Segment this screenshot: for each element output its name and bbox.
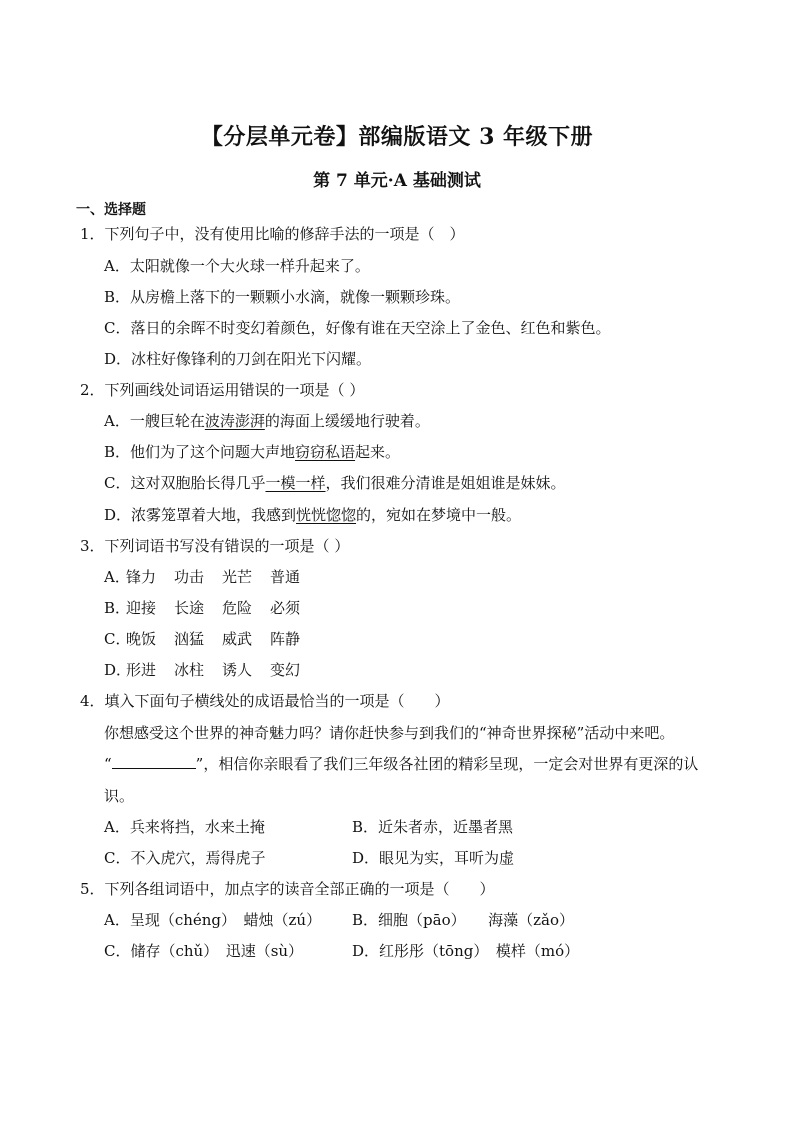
underlined-word: 一模一样: [265, 474, 326, 492]
question-4-passage-line-3: 识。: [104, 787, 135, 805]
page-title: 【分层单元卷】部编版语文 3 年级下册: [200, 124, 594, 150]
underlined-word: 窃窃私语: [295, 443, 356, 461]
option-text: B．他们为了这个问题大声地: [104, 443, 296, 461]
question-3-option-a: [104, 567, 318, 587]
question-3-option-d: [104, 660, 318, 680]
section-heading: 一、选择题: [76, 202, 146, 218]
question-5-option-a: A．呈现（chéng） 蜡烛（zú）: [104, 911, 322, 929]
word: 变幻: [270, 661, 301, 679]
word: 诱人: [222, 661, 253, 679]
question-2-stem: 2．下列画线处词语运用错误的一项是（ ）: [80, 381, 365, 399]
option-text: 的海面上缓缓地行驶着。: [264, 412, 430, 430]
question-3-option-b: [104, 598, 318, 618]
question-4-passage-line-2: [104, 754, 698, 774]
word: 必须: [270, 599, 301, 617]
option-label: B．: [104, 599, 131, 617]
word: 威武: [222, 630, 253, 648]
question-4-passage-line-1: 你想感受这个世界的神奇魅力吗？请你赶快参与到我们的“神奇世界探秘”活动中来吧。: [104, 724, 675, 742]
option-text: ，我们很难分清谁是姐姐谁是妹妹。: [325, 474, 566, 492]
word: 冰柱: [174, 661, 205, 679]
underlined-word: 波涛澎湃: [204, 412, 265, 430]
question-4-option-b: B．近朱者赤，近墨者黑: [352, 818, 514, 836]
option-label: D．: [104, 661, 132, 679]
word: 形进: [126, 661, 157, 679]
fill-in-blank: [112, 754, 196, 769]
option-label: A．: [104, 568, 130, 586]
question-2-option-d: [104, 505, 521, 525]
passage-text: ”，相信你亲眼看了我们三年级各社团的精彩呈现，一定会对世界有更深的认: [195, 755, 699, 773]
question-1-stem: 1．下列句子中，没有使用比喻的修辞手法的一项是（ ）: [80, 225, 465, 243]
question-5-option-b: B．细胞（pāo） 海藻（zǎo）: [352, 911, 574, 929]
question-2-option-b: [104, 442, 400, 462]
question-1-option-a: A．太阳就像一个大火球一样升起来了。: [104, 257, 370, 275]
question-4-stem: 4．填入下面句子横线处的成语最恰当的一项是（ ）: [80, 692, 450, 710]
word: 汹猛: [174, 630, 205, 648]
question-2-option-a: [104, 411, 430, 431]
option-text: D．浓雾笼罩着大地，我感到: [104, 506, 297, 524]
underlined-word: 恍恍惚惚: [296, 506, 357, 524]
word: 危险: [222, 599, 253, 617]
question-3-option-c: [104, 629, 318, 649]
option-text: C．这对双胞胎长得几乎: [104, 474, 266, 492]
option-text: 的，宛如在梦境中一般。: [356, 506, 522, 524]
page-subtitle: 第 7 单元·A 基础测试: [313, 171, 481, 191]
word: 阵静: [270, 630, 301, 648]
question-2-option-c: [104, 473, 566, 493]
question-4-option-c: C．不入虎穴，焉得虎子: [104, 849, 266, 867]
option-label: C．: [104, 630, 131, 648]
question-5-option-d: D．红彤彤（tōng） 模样（mó）: [352, 942, 580, 960]
word: 晚饭: [126, 630, 157, 648]
option-text: A．一艘巨轮在: [104, 412, 205, 430]
word: 锋力: [126, 568, 157, 586]
word: 普通: [270, 568, 301, 586]
question-1-option-d: D．冰柱好像锋利的刀剑在阳光下闪耀。: [104, 350, 372, 368]
question-4-option-d: D．眼见为实，耳听为虚: [352, 849, 515, 867]
word: 长途: [174, 599, 205, 617]
question-1-option-c: C．落日的余晖不时变幻着颜色，好像有谁在天空涂上了金色、红色和紫色。: [104, 319, 611, 337]
word: 光芒: [222, 568, 253, 586]
question-5-option-c: C．储存（chǔ） 迅速（sù）: [104, 942, 304, 960]
question-5-stem: 5．下列各组词语中，加点字的读音全部正确的一项是（ ）: [80, 880, 495, 898]
option-text: 起来。: [355, 443, 401, 461]
word: 功击: [174, 568, 205, 586]
question-4-option-a: A．兵来将挡，水来土掩: [104, 818, 265, 836]
word: 迎接: [126, 599, 157, 617]
question-3-stem: 3．下列词语书写没有错误的一项是（ ）: [80, 537, 350, 555]
question-1-option-b: B．从房檐上落下的一颗颗小水滴，就像一颗颗珍珠。: [104, 288, 461, 306]
open-quote: “: [104, 755, 112, 773]
